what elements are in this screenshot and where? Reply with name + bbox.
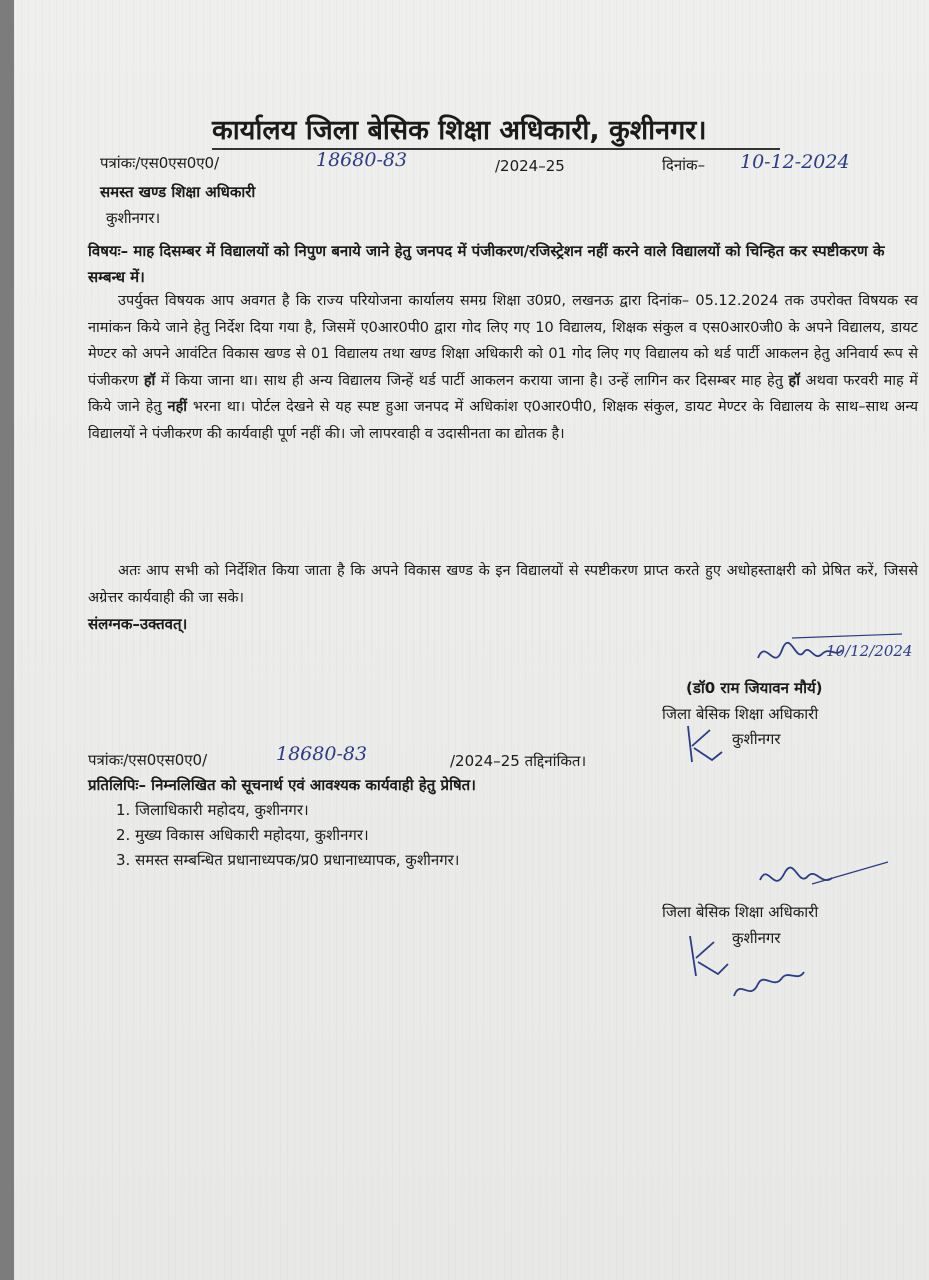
copy-officer-designation: जिला बेसिक शिक्षा अधिकारी bbox=[662, 903, 819, 921]
copy-ref-suffix: /2024–25 तद्दिनांकित। bbox=[450, 752, 587, 770]
copy-item-1: 1. जिलाधिकारी महोदय, कुशीनगर। bbox=[116, 801, 309, 819]
copy-officer-place: कुशीनगर bbox=[732, 929, 781, 947]
officer-place: कुशीनगर bbox=[732, 730, 781, 748]
copy-item-2: 2. मुख्य विकास अधिकारी महोदया, कुशीनगर। bbox=[116, 826, 369, 844]
signature-scribble-2 bbox=[752, 856, 892, 902]
copy-item-3: 3. समस्त सम्बन्धित प्रधानाध्यपक/प्र0 प्रधानाध्यापक, कुशीनगर। bbox=[116, 851, 460, 869]
subject: विषयः– माह दिसम्बर में विद्यालयों को निपुण बनाये जाने हेतु जनपद में पंजीकरण/रजिस्ट्रेशन नहीं करने वाले विद्यालयों को चिन्हित कर स्पष्टीकरण के सम्बन्ध में। bbox=[88, 242, 885, 286]
copy-ref-number-handwritten: 18680-83 bbox=[276, 743, 368, 765]
signature-date-handwritten: 10/12/2024 bbox=[826, 642, 913, 660]
enclosure-note: संलग्नक–उक्तवत्। bbox=[88, 615, 188, 633]
ref-number-handwritten: 18680-83 bbox=[316, 149, 408, 171]
initial-scribble-2 bbox=[684, 932, 814, 1010]
officer-name: (डॉ0 राम जियावन मौर्य) bbox=[686, 679, 823, 697]
copy-ref-prefix: पत्रांकः/एस0एस0ए0/ bbox=[88, 751, 208, 769]
ref-year: /2024–25 bbox=[495, 157, 565, 175]
copy-heading: प्रतिलिपिः– निम्नलिखित को सूचनार्थ एवं आवश्यक कार्यवाही हेतु प्रेषित। bbox=[88, 776, 476, 794]
body-paragraph-2: अतः आप सभी को निर्देशित किया जाता है कि अपने विकास खण्ड के इन विद्यालयों से स्पष्टीकरण प्राप्त करते हुए अधोहस्ताक्षरी को प्रेषित करें, जिससे अग्रेत्तर कार्यवाही की जा सके। bbox=[88, 563, 918, 606]
date-handwritten: 10-12-2024 bbox=[740, 151, 850, 173]
initial-scribble-1 bbox=[682, 722, 732, 770]
recipient-line1: समस्त खण्ड शिक्षा अधिकारी bbox=[100, 183, 256, 201]
body-paragraph-1: उपर्युक्त विषयक आप अवगत है कि राज्य परियोजना कार्यालय समग्र शिक्षा उ0प्र0, लखनऊ द्वारा दिनांक– 05.12.2024 तक उपरोक्त विषयक स्व नामांकन किये जाने हेतु निर्देश दिया गया है, जिसमें ए0आर0पी0 द्वारा गोद लिए गए 10 विद्यालय, शिक्षक संकुल व एस0आर0जी0 के अपने विद्यालय, डायट मेण्टर को अपने आवंटित विकास खण्ड से 01 विद्यालय तथा खण्ड शिक्षा अधिकारी को 01 गोद लिए गए विद्यालय को थर्ड पार्टी आकलन हेतु अनिवार्य रूप से पंजीकरण हॉ में किया जाना था। साथ ही अन्य विद्यालय जिन्हें थर्ड पार्टी आकलन कराया जाना है। उन्हें लागिन कर दिसम्बर माह हेतु हॉ अथवा फरवरी माह में किये जाने हेतु नहीं भरना था। पोर्टल देखने से यह स्पष्ट हुआ जनपद में अधिकांश ए0आर0पी0, शिक्षक संकुल, डायट मेण्टर के विद्यालय के साथ–साथ अन्य विद्यालयों ने पंजीकरण की कार्यवाही पूर्ण नहीं की। जो लापरवाही व उदासीनता का द्योतक है। bbox=[88, 293, 919, 442]
title-underline bbox=[212, 148, 780, 150]
recipient-line2: कुशीनगर। bbox=[106, 209, 161, 227]
officer-designation: जिला बेसिक शिक्षा अधिकारी bbox=[662, 705, 819, 723]
office-title: कार्यालय जिला बेसिक शिक्षा अधिकारी, कुशीनगर। bbox=[212, 115, 707, 146]
date-label: दिनांक– bbox=[662, 156, 706, 174]
ref-prefix: पत्रांकः/एस0एस0ए0/ bbox=[100, 154, 220, 172]
